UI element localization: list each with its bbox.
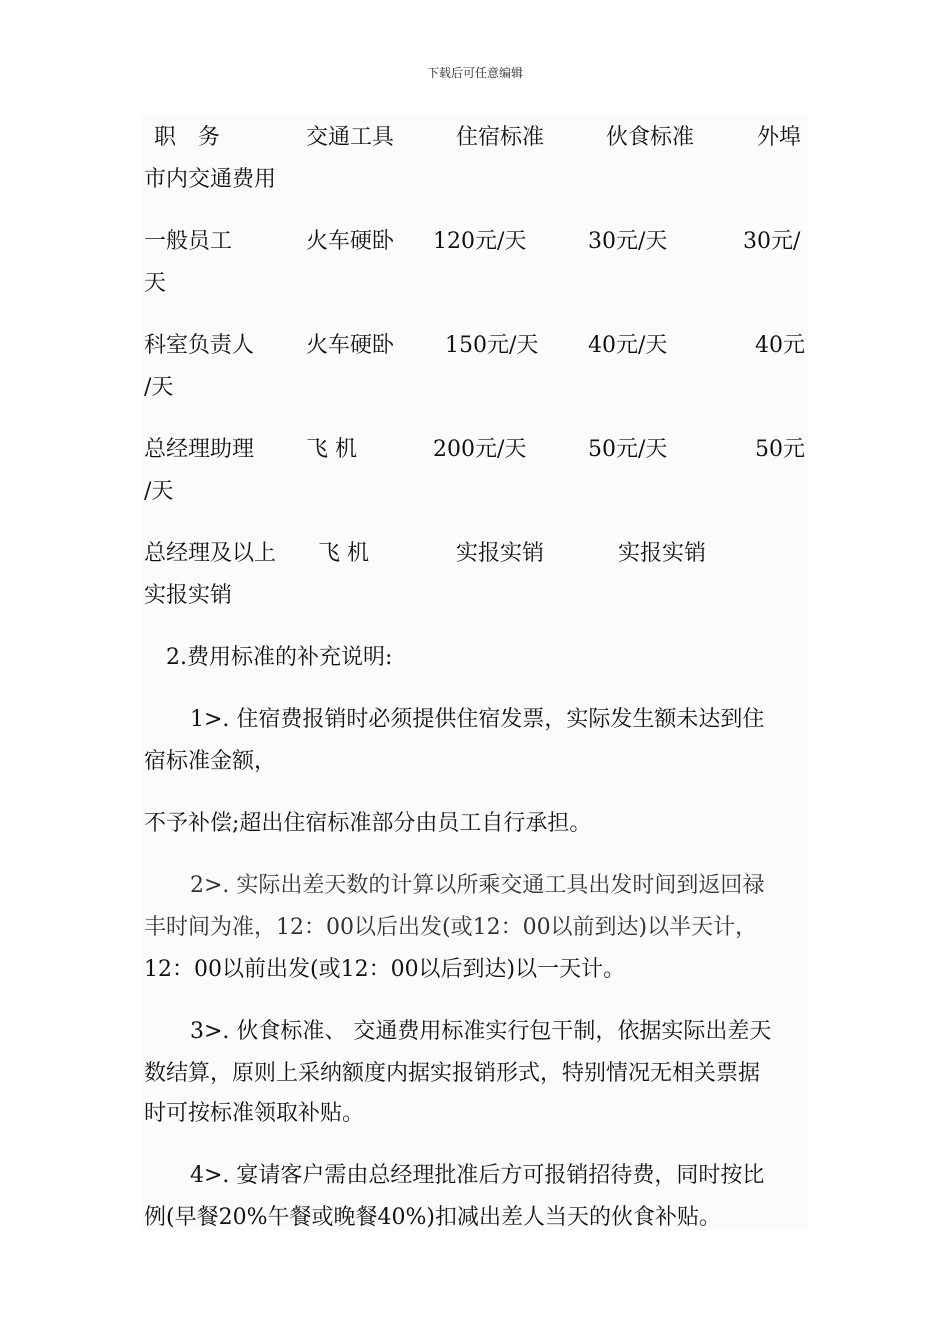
row1-role: 一般员工 <box>144 229 233 254</box>
row2-transport: 火车硬卧 <box>306 333 395 358</box>
col-head-position: 职 务 <box>154 125 221 150</box>
row4-meals: 实报实销 <box>618 541 707 566</box>
row4-lodging: 实报实销 <box>456 541 545 566</box>
row2-local-b: /天 <box>144 375 174 400</box>
note3-line3: 时可按标准领取补贴。 <box>144 1101 365 1126</box>
note1-line1: 1>. 住宿费报销时必须提供住宿发票，实际发生额未达到住 <box>190 707 765 732</box>
row2-local-a: 40元 <box>755 333 805 358</box>
row1-local-a: 30元/ <box>743 229 801 254</box>
row3-transport: 飞 机 <box>306 437 357 462</box>
row3-local-b: /天 <box>144 479 174 504</box>
note2-line2: 丰时间为准，12：00以后出发(或12：00以前到达)以半天计， <box>144 915 758 940</box>
row2-role: 科室负责人 <box>144 333 255 358</box>
col-head-meals: 伙食标准 <box>606 125 695 150</box>
row1-lodging: 120元/天 <box>433 229 527 254</box>
note1-line3: 不予补偿;超出住宿标准部分由员工自行承担。 <box>144 811 592 836</box>
row4-transport: 飞 机 <box>318 541 369 566</box>
col-head-outside: 外埠 <box>757 125 802 150</box>
row3-role: 总经理助理 <box>144 437 255 462</box>
row1-meals: 30元/天 <box>588 229 668 254</box>
row4-local: 实报实销 <box>144 583 233 608</box>
row2-meals: 40元/天 <box>588 333 668 358</box>
note4-line1: 4>. 宴请客户需由总经理批准后方可报销招待费，同时按比 <box>190 1163 765 1188</box>
note3-line2: 数结算，原则上采纳额度内据实报销形式，特别情况无相关票据 <box>144 1061 761 1086</box>
row1-transport: 火车硬卧 <box>306 229 395 254</box>
row3-local-a: 50元 <box>755 437 805 462</box>
col-head-transport: 交通工具 <box>306 125 395 150</box>
note1-line2: 宿标准金额， <box>144 749 277 774</box>
row3-meals: 50元/天 <box>588 437 668 462</box>
note3-line1: 3>. 伙食标准、 交通费用标准实行包干制，依据实际出差天 <box>190 1019 772 1044</box>
note4-line2: 例(早餐20%午餐或晚餐40%)扣减出差人当天的伙食补贴。 <box>144 1205 721 1230</box>
page-header: 下载后可任意编辑 <box>426 66 523 80</box>
row2-lodging: 150元/天 <box>445 333 539 358</box>
col-head-local-transport: 市内交通费用 <box>144 167 277 192</box>
row3-lodging: 200元/天 <box>433 437 527 462</box>
note2-line3: 12：00以前出发(或12：00以后到达)以一天计。 <box>144 957 626 982</box>
section-title: 2.费用标准的补充说明: <box>166 645 393 670</box>
row1-local-b: 天 <box>144 271 167 296</box>
row4-role: 总经理及以上 <box>144 541 277 566</box>
col-head-lodging: 住宿标准 <box>456 125 545 150</box>
note2-line1: 2>. 实际出差天数的计算以所乘交通工具出发时间到返回禄 <box>190 873 765 898</box>
